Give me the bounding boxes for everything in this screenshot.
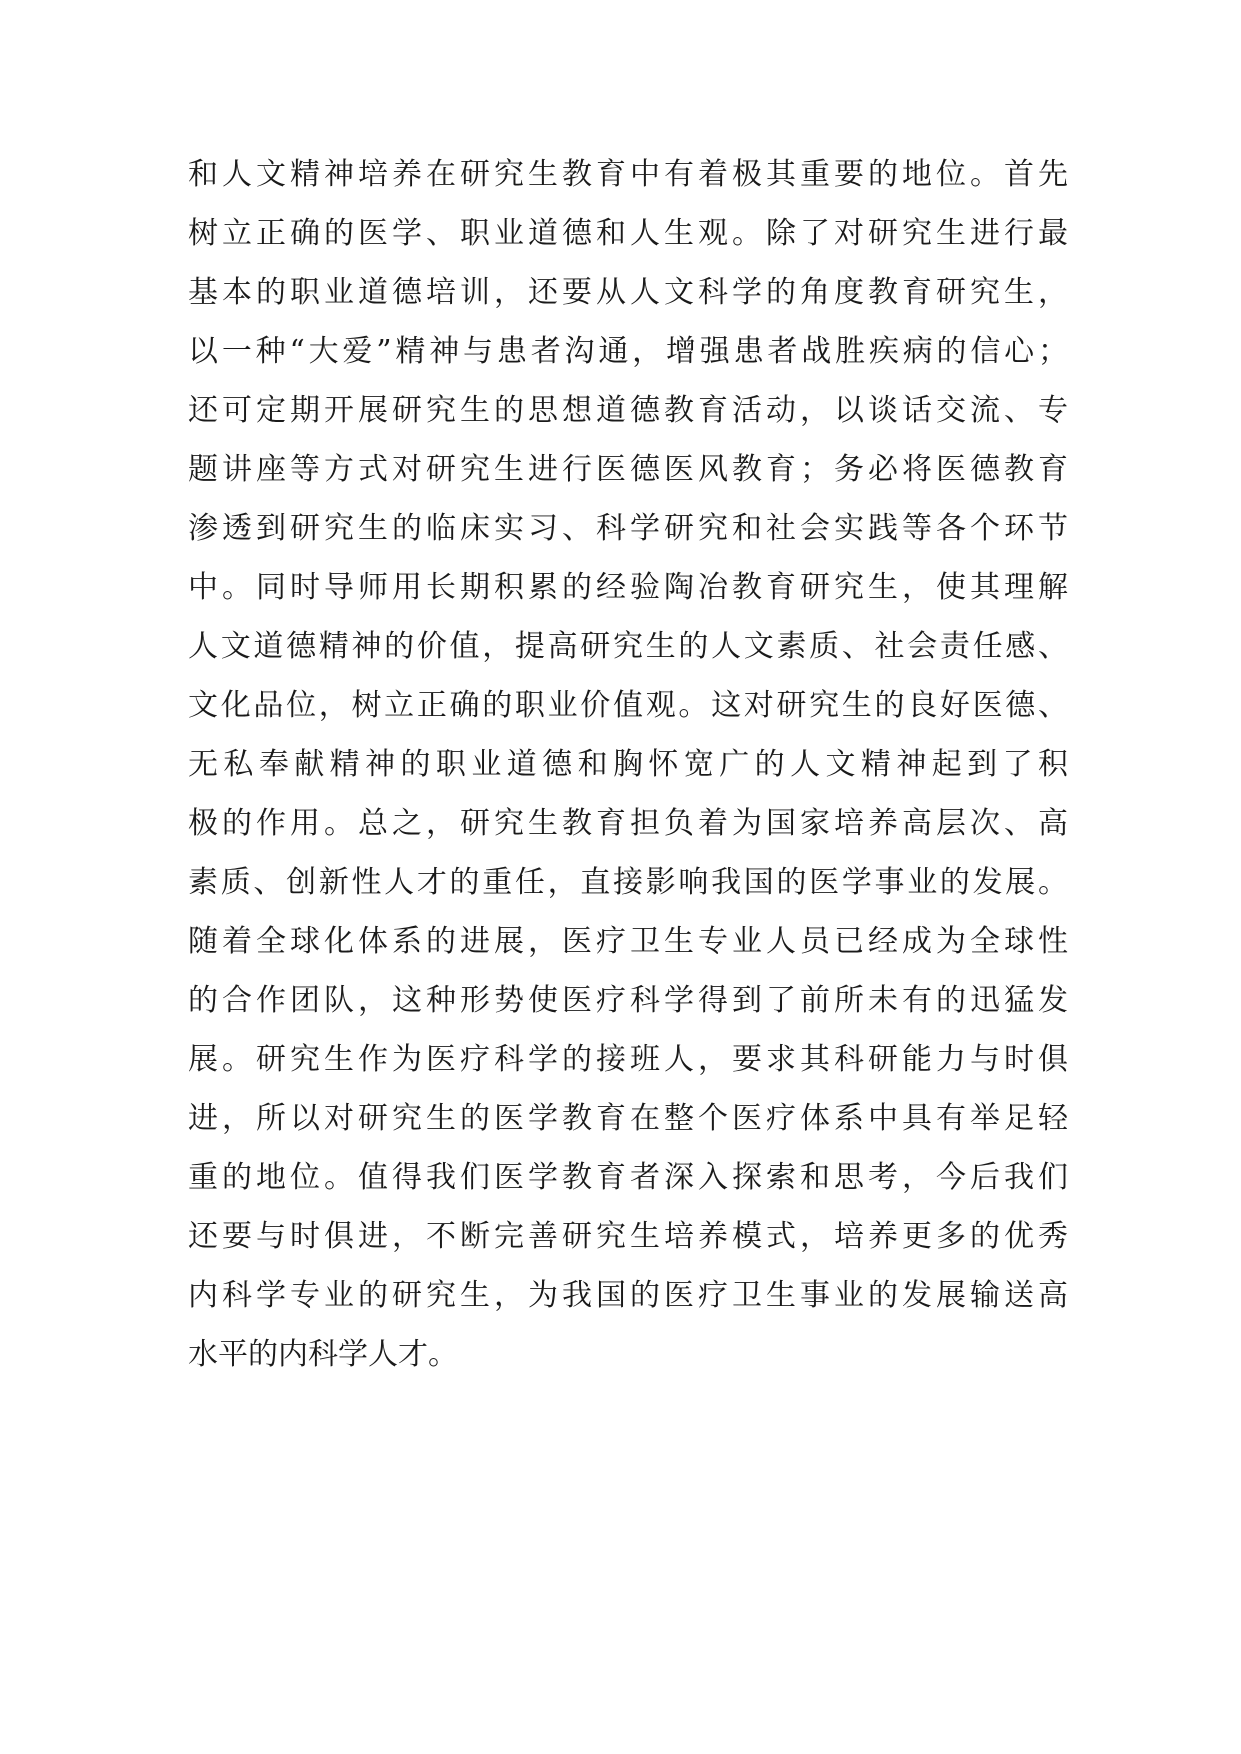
text-line: 基本的职业道德培训，还要从人文科学的角度教育研究生，	[188, 275, 1068, 310]
text-line: 中。同时导师用长期积累的经验陶冶教育研究生，使其理解	[188, 570, 1068, 605]
text-line: 树立正确的医学、职业道德和人生观。除了对研究生进行最	[188, 216, 1068, 251]
text-line: 随着全球化体系的进展，医疗卫生专业人员已经成为全球性	[188, 924, 1068, 959]
text-line: 以一种“大爱”精神与患者沟通，增强患者战胜疾病的信心；	[188, 334, 1068, 369]
text-line: 和人文精神培养在研究生教育中有着极其重要的地位。首先	[188, 157, 1068, 192]
text-line: 无私奉献精神的职业道德和胸怀宽广的人文精神起到了积	[188, 747, 1068, 782]
text-line: 题讲座等方式对研究生进行医德医风教育；务必将医德教育	[188, 452, 1068, 487]
text-line: 还可定期开展研究生的思想道德教育活动，以谈话交流、专	[188, 393, 1068, 428]
text-line: 水平的内科学人才。	[188, 1337, 458, 1372]
text-line: 还要与时俱进，不断完善研究生培养模式，培养更多的优秀	[188, 1219, 1068, 1254]
text-line: 人文道德精神的价值，提高研究生的人文素质、社会责任感、	[188, 629, 1068, 664]
text-line: 极的作用。总之，研究生教育担负着为国家培养高层次、高	[188, 806, 1068, 841]
text-line: 文化品位，树立正确的职业价值观。这对研究生的良好医德、	[188, 688, 1068, 723]
body-paragraph	[188, 157, 1068, 1399]
text-line: 素质、创新性人才的重任，直接影响我国的医学事业的发展。	[188, 865, 1068, 900]
text-line: 内科学专业的研究生，为我国的医疗卫生事业的发展输送高	[188, 1278, 1068, 1313]
text-line: 重的地位。值得我们医学教育者深入探索和思考，今后我们	[188, 1160, 1068, 1195]
text-line: 进，所以对研究生的医学教育在整个医疗体系中具有举足轻	[188, 1101, 1068, 1136]
text-line: 展。研究生作为医疗科学的接班人，要求其科研能力与时俱	[188, 1042, 1068, 1077]
text-line: 的合作团队，这种形势使医疗科学得到了前所未有的迅猛发	[188, 983, 1068, 1018]
text-line: 渗透到研究生的临床实习、科学研究和社会实践等各个环节	[188, 511, 1068, 546]
